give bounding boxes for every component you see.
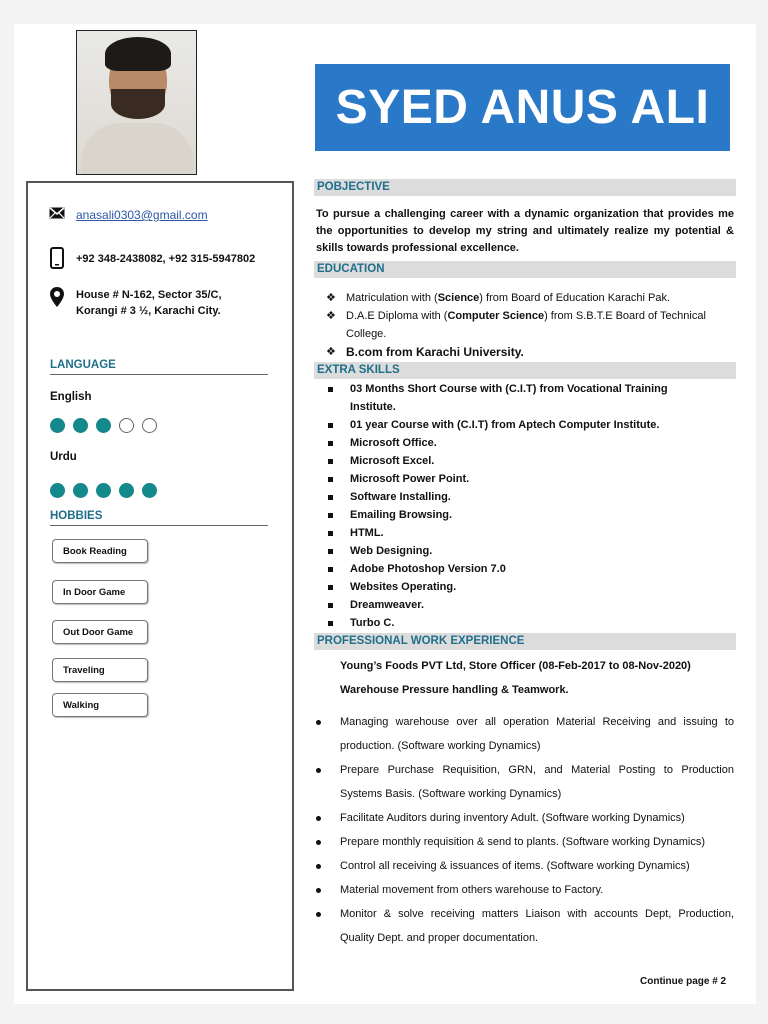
language-urdu: Urdu <box>50 451 77 463</box>
email-icon <box>48 207 66 219</box>
square-bullet-icon <box>328 603 333 608</box>
phone-row <box>48 247 255 269</box>
level-dot <box>142 418 157 433</box>
square-bullet-icon <box>328 459 333 464</box>
address-line-1: House # N-162, Sector 35/C, <box>76 289 222 301</box>
experience-item: Prepare Purchase Requisition, GRN, and Material Posting to Production Systems Basis. (Software working Dynamics) <box>314 758 734 806</box>
diamond-bullet-icon: ❖ <box>326 310 336 322</box>
experience-item: Facilitate Auditors during inventory Adult. (Software working Dynamics) <box>314 806 734 830</box>
square-bullet-icon <box>328 423 333 428</box>
level-dot <box>119 483 134 498</box>
level-dot <box>50 483 65 498</box>
hobbies-heading: HOBBIES <box>50 510 268 526</box>
job-title: Young’s Foods PVT Ltd, Store Officer (08-Feb-2017 to 08-Nov-2020) <box>340 660 691 672</box>
dot-bullet-icon <box>316 816 321 821</box>
dot-bullet-icon <box>316 912 321 917</box>
email-row <box>48 207 208 223</box>
level-dot <box>96 418 111 433</box>
dot-bullet-icon <box>316 864 321 869</box>
level-dot <box>142 483 157 498</box>
level-dot <box>73 483 88 498</box>
square-bullet-icon <box>328 513 333 518</box>
diamond-bullet-icon: ❖ <box>326 346 336 358</box>
hobby-in-door-game: In Door Game <box>52 580 148 604</box>
experience-heading: PROFESSIONAL WORK EXPERIENCE <box>314 633 736 650</box>
profile-photo <box>76 30 197 175</box>
experience-item: Material movement from others warehouse to Factory. <box>314 878 734 902</box>
skill-item: Software Installing. <box>316 488 712 506</box>
skill-item: Adobe Photoshop Version 7.0 <box>316 560 712 578</box>
level-dot <box>50 418 65 433</box>
job-subtitle: Warehouse Pressure handling & Teamwork. <box>340 684 569 696</box>
square-bullet-icon <box>328 621 333 626</box>
skills-heading: EXTRA SKILLS <box>314 362 736 379</box>
square-bullet-icon <box>328 585 333 590</box>
square-bullet-icon <box>328 567 333 572</box>
square-bullet-icon <box>328 387 333 392</box>
hobby-walking: Walking <box>52 693 148 717</box>
dot-bullet-icon <box>316 840 321 845</box>
skill-item: Dreamweaver. <box>316 596 712 614</box>
experience-item: Prepare monthly requisition & send to plants. (Software working Dynamics) <box>314 830 734 854</box>
name-banner: SYED ANUS ALI <box>315 64 730 151</box>
education-item: ❖ D.A.E Diploma with (Computer Science) from S.B.T.E Board of Technical College. <box>322 307 734 343</box>
diamond-bullet-icon: ❖ <box>326 292 336 304</box>
address-text <box>76 287 222 319</box>
continue-note: Continue page # 2 <box>640 976 727 987</box>
location-pin-icon <box>48 287 66 307</box>
skill-item: 03 Months Short Course with (C.I.T) from Vocational Training Institute. <box>316 380 712 416</box>
address-line-2: Korangi # 3 ½, Karachi City. <box>76 305 221 317</box>
skill-item: Websites Operating. <box>316 578 712 596</box>
education-item: ❖ B.com from Karachi University. <box>326 345 524 359</box>
level-dot <box>96 483 111 498</box>
skill-item: Emailing Browsing. <box>316 506 712 524</box>
sidebar <box>26 181 294 991</box>
education-list <box>322 289 734 361</box>
language-english: English <box>50 391 92 403</box>
level-dot <box>73 418 88 433</box>
level-dot <box>119 418 134 433</box>
experience-item: Control all receiving & issuances of items. (Software working Dynamics) <box>314 854 734 878</box>
skill-item: Web Designing. <box>316 542 712 560</box>
objective-text: To pursue a challenging career with a dynamic organization that provides me the opportunities to develop my string and ultimately realize my potential & skills towards professional excellence. <box>316 208 734 254</box>
education-heading: EDUCATION <box>314 261 736 278</box>
skill-item: Microsoft Excel. <box>316 452 712 470</box>
square-bullet-icon <box>328 441 333 446</box>
dot-bullet-icon <box>316 888 321 893</box>
hobby-traveling: Traveling <box>52 658 148 682</box>
education-item: ❖ Matriculation with (Science) from Board of Education Karachi Pak. <box>322 289 734 307</box>
address-row <box>48 287 222 319</box>
phone-icon <box>48 247 66 269</box>
skill-item: 01 year Course with (C.I.T) from Aptech Computer Institute. <box>316 416 712 434</box>
dot-bullet-icon <box>316 768 321 773</box>
experience-item: Monitor & solve receiving matters Liaison with accounts Dept, Production, Quality Dept. and proper documentation. <box>314 902 734 950</box>
objective-heading: POBJECTIVE <box>314 179 736 196</box>
skill-item: HTML. <box>316 524 712 542</box>
skill-item: Microsoft Office. <box>316 434 712 452</box>
hobby-book-reading: Book Reading <box>52 539 148 563</box>
square-bullet-icon <box>328 477 333 482</box>
experience-list <box>314 710 734 950</box>
phone-text: +92 348-2438082, +92 315-5947802 <box>76 253 256 265</box>
skill-item: Turbo C. <box>316 614 712 632</box>
hobby-out-door-game: Out Door Game <box>52 620 148 644</box>
square-bullet-icon <box>328 495 333 500</box>
english-level-dots <box>50 418 157 433</box>
email-link[interactable]: anasali0303@gmail.com <box>76 208 208 222</box>
experience-item: Managing warehouse over all operation Material Receiving and issuing to production. (Software working Dynamics) <box>314 710 734 758</box>
urdu-level-dots <box>50 483 157 498</box>
skills-list <box>316 380 712 632</box>
language-heading: LANGUAGE <box>50 359 268 375</box>
square-bullet-icon <box>328 549 333 554</box>
skill-item: Microsoft Power Point. <box>316 470 712 488</box>
dot-bullet-icon <box>316 720 321 725</box>
square-bullet-icon <box>328 531 333 536</box>
